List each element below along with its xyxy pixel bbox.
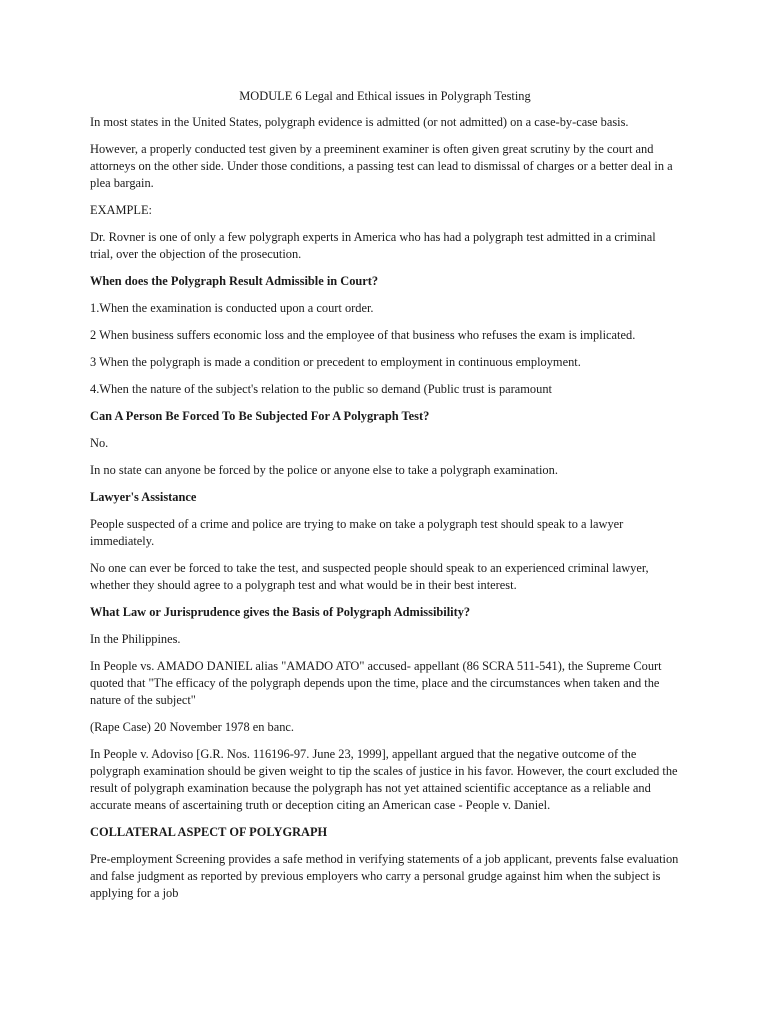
section-heading: When does the Polygraph Result Admissible in Court? — [90, 274, 379, 288]
paragraph: EXAMPLE: — [90, 203, 152, 217]
paragraph: People suspected of a crime and police are trying to make on take a polygraph test should speak to a lawyer immediately. — [90, 517, 624, 548]
paragraph: 1.When the examination is conducted upon a court order. — [90, 301, 374, 315]
section-heading: COLLATERAL ASPECT OF POLYGRAPH — [90, 825, 328, 839]
paragraph: Dr. Rovner is one of only a few polygraph experts in America who has had a polygraph test admitted in a criminal trial, over the objection of the prosecution. — [90, 230, 656, 261]
paragraph: 3 When the polygraph is made a condition or precedent to employment in continuous employment. — [90, 355, 581, 369]
paragraph: However, a properly conducted test given by a preeminent examiner is often given great scrutiny by the court and attorneys on the other side. Under those conditions, a passing test can lead to dismissal of charges or a better deal in a plea bargain. — [90, 142, 673, 190]
paragraph: In People vs. AMADO DANIEL alias "AMADO ATO" accused- appellant (86 SCRA 511-541), the Supreme Court quoted that "The efficacy of the polygraph depends upon the time, place and the circumstances when taken and the nature of the subject" — [90, 659, 662, 707]
document-body — [90, 114, 680, 902]
paragraph: Pre-employment Screening provides a safe method in verifying statements of a job applicant, prevents false evaluation and false judgment as reported by previous employers who carry a personal grudge against him when the subject is applying for a job — [90, 852, 679, 900]
paragraph: (Rape Case) 20 November 1978 en banc. — [90, 720, 295, 734]
document-title: MODULE 6 Legal and Ethical issues in Polygraph Testing — [239, 89, 531, 103]
paragraph: No. — [90, 436, 109, 450]
paragraph: 2 When business suffers economic loss and the employee of that business who refuses the exam is implicated. — [90, 328, 636, 342]
section-heading: Can A Person Be Forced To Be Subjected For A Polygraph Test? — [90, 409, 430, 423]
paragraph: No one can ever be forced to take the test, and suspected people should speak to an experienced criminal lawyer, whether they should agree to a polygraph test and what would be in their best interest. — [90, 561, 649, 592]
paragraph: 4.When the nature of the subject's relation to the public so demand (Public trust is paramount — [90, 382, 552, 396]
paragraph: In People v. Adoviso [G.R. Nos. 116196-97. June 23, 1999], appellant argued that the negative outcome of the polygraph examination should be given weight to tip the scales of justice in his favor. However, the court excluded the result of polygraph examination because the polygraph has not yet attained scientific acceptance as a reliable and accurate means of ascertaining truth or deception citing an American case - People v. Daniel. — [90, 747, 678, 812]
paragraph: In no state can anyone be forced by the police or anyone else to take a polygraph examination. — [90, 463, 558, 477]
document-page — [90, 88, 680, 912]
section-heading: What Law or Jurisprudence gives the Basis of Polygraph Admissibility? — [90, 605, 471, 619]
section-heading: Lawyer's Assistance — [90, 490, 197, 504]
paragraph: In the Philippines. — [90, 632, 181, 646]
paragraph: In most states in the United States, polygraph evidence is admitted (or not admitted) on a case-by-case basis. — [90, 115, 629, 129]
